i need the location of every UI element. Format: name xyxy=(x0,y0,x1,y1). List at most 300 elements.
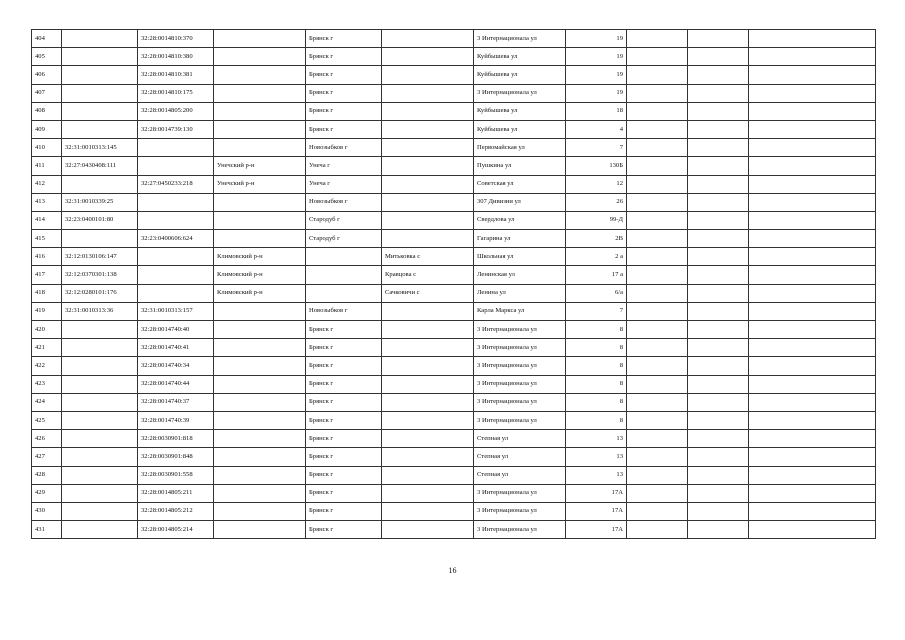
table-row xyxy=(32,120,876,138)
extra-cell-1 xyxy=(627,375,688,393)
extra-cell-1 xyxy=(627,357,688,375)
house-cell: 8 xyxy=(566,375,627,393)
village-cell xyxy=(382,357,474,375)
extra-cell-3 xyxy=(749,139,876,157)
row-number-cell: 417 xyxy=(32,266,62,284)
street-cell: Карла Маркса ул xyxy=(474,302,566,320)
extra-cell-3 xyxy=(749,430,876,448)
city-cell: Брянск г xyxy=(306,339,382,357)
village-cell xyxy=(382,411,474,429)
row-number-cell: 415 xyxy=(32,230,62,248)
row-number-cell: 404 xyxy=(32,30,62,48)
table-row xyxy=(32,302,876,320)
cadastral-number-1-cell xyxy=(62,321,138,339)
extra-cell-1 xyxy=(627,193,688,211)
extra-cell-1 xyxy=(627,48,688,66)
extra-cell-2 xyxy=(688,521,749,539)
extra-cell-3 xyxy=(749,120,876,138)
table-row xyxy=(32,375,876,393)
city-cell: Брянск г xyxy=(306,120,382,138)
table-row xyxy=(32,102,876,120)
extra-cell-2 xyxy=(688,266,749,284)
city-cell: Брянск г xyxy=(306,66,382,84)
street-cell: Свердлова ул xyxy=(474,211,566,229)
extra-cell-1 xyxy=(627,66,688,84)
table-row xyxy=(32,502,876,520)
extra-cell-2 xyxy=(688,193,749,211)
table-row xyxy=(32,411,876,429)
street-cell: 3 Интернационала ул xyxy=(474,393,566,411)
village-cell xyxy=(382,430,474,448)
extra-cell-2 xyxy=(688,357,749,375)
cadastral-number-2-cell: 32:28:0014810:370 xyxy=(138,30,214,48)
extra-cell-1 xyxy=(627,120,688,138)
cadastral-number-1-cell xyxy=(62,502,138,520)
cadastral-number-1-cell xyxy=(62,430,138,448)
table-row xyxy=(32,357,876,375)
extra-cell-1 xyxy=(627,484,688,502)
village-cell: Кравцова с xyxy=(382,266,474,284)
table-row xyxy=(32,230,876,248)
row-number-cell: 423 xyxy=(32,375,62,393)
house-cell: 130Б xyxy=(566,157,627,175)
row-number-cell: 420 xyxy=(32,321,62,339)
extra-cell-1 xyxy=(627,411,688,429)
house-cell: 18 xyxy=(566,102,627,120)
cadastral-number-2-cell: 32:28:0014810:381 xyxy=(138,66,214,84)
extra-cell-3 xyxy=(749,248,876,266)
cadastral-number-2-cell: 32:28:0014740:44 xyxy=(138,375,214,393)
cadastral-number-1-cell xyxy=(62,375,138,393)
cadastral-number-2-cell xyxy=(138,266,214,284)
extra-cell-2 xyxy=(688,175,749,193)
row-number-cell: 405 xyxy=(32,48,62,66)
cadastral-number-2-cell: 32:28:0014740:37 xyxy=(138,393,214,411)
city-cell xyxy=(306,266,382,284)
extra-cell-2 xyxy=(688,48,749,66)
table-row xyxy=(32,66,876,84)
extra-cell-2 xyxy=(688,102,749,120)
extra-cell-3 xyxy=(749,157,876,175)
row-number-cell: 411 xyxy=(32,157,62,175)
row-number-cell: 407 xyxy=(32,84,62,102)
extra-cell-1 xyxy=(627,321,688,339)
district-cell: Климовский р-н xyxy=(214,248,306,266)
cadastral-number-1-cell xyxy=(62,230,138,248)
house-cell: 2 а xyxy=(566,248,627,266)
district-cell: Унечский р-н xyxy=(214,157,306,175)
city-cell: Брянск г xyxy=(306,521,382,539)
house-cell: 7 xyxy=(566,139,627,157)
cadastral-number-2-cell: 32:27:0450233:218 xyxy=(138,175,214,193)
cadastral-number-1-cell xyxy=(62,393,138,411)
cadastral-number-1-cell xyxy=(62,339,138,357)
extra-cell-1 xyxy=(627,284,688,302)
city-cell: Брянск г xyxy=(306,321,382,339)
table-row xyxy=(32,30,876,48)
table-body xyxy=(32,30,876,539)
extra-cell-2 xyxy=(688,248,749,266)
extra-cell-3 xyxy=(749,357,876,375)
district-cell xyxy=(214,502,306,520)
district-cell xyxy=(214,102,306,120)
city-cell: Брянск г xyxy=(306,393,382,411)
cadastral-number-1-cell xyxy=(62,84,138,102)
extra-cell-2 xyxy=(688,230,749,248)
extra-cell-3 xyxy=(749,502,876,520)
village-cell xyxy=(382,321,474,339)
district-cell xyxy=(214,120,306,138)
table-row xyxy=(32,266,876,284)
city-cell: Унеча г xyxy=(306,175,382,193)
house-cell: 26 xyxy=(566,193,627,211)
extra-cell-2 xyxy=(688,120,749,138)
extra-cell-3 xyxy=(749,411,876,429)
house-cell: 19 xyxy=(566,66,627,84)
extra-cell-1 xyxy=(627,448,688,466)
village-cell xyxy=(382,211,474,229)
cadastral-number-2-cell: 32:28:0030901:848 xyxy=(138,448,214,466)
extra-cell-3 xyxy=(749,175,876,193)
district-cell: Унечский р-н xyxy=(214,175,306,193)
district-cell xyxy=(214,302,306,320)
row-number-cell: 422 xyxy=(32,357,62,375)
extra-cell-2 xyxy=(688,502,749,520)
extra-cell-2 xyxy=(688,157,749,175)
extra-cell-1 xyxy=(627,302,688,320)
street-cell: 307 Дивизии ул xyxy=(474,193,566,211)
extra-cell-1 xyxy=(627,157,688,175)
district-cell xyxy=(214,339,306,357)
district-cell xyxy=(214,211,306,229)
city-cell: Брянск г xyxy=(306,448,382,466)
street-cell: Куйбышева ул xyxy=(474,48,566,66)
village-cell xyxy=(382,84,474,102)
street-cell: Советская ул xyxy=(474,175,566,193)
village-cell xyxy=(382,66,474,84)
house-cell: 13 xyxy=(566,448,627,466)
city-cell: Брянск г xyxy=(306,430,382,448)
extra-cell-1 xyxy=(627,248,688,266)
city-cell: Новозыбков г xyxy=(306,139,382,157)
village-cell: Митьковка с xyxy=(382,248,474,266)
extra-cell-3 xyxy=(749,466,876,484)
city-cell: Унеча г xyxy=(306,157,382,175)
cadastral-number-2-cell: 32:28:0014805:200 xyxy=(138,102,214,120)
row-number-cell: 425 xyxy=(32,411,62,429)
village-cell xyxy=(382,393,474,411)
city-cell xyxy=(306,248,382,266)
house-cell: 7 xyxy=(566,302,627,320)
extra-cell-2 xyxy=(688,430,749,448)
village-cell xyxy=(382,375,474,393)
city-cell: Брянск г xyxy=(306,411,382,429)
row-number-cell: 429 xyxy=(32,484,62,502)
house-cell: 2В xyxy=(566,230,627,248)
house-cell: 8 xyxy=(566,357,627,375)
city-cell: Брянск г xyxy=(306,502,382,520)
row-number-cell: 430 xyxy=(32,502,62,520)
city-cell: Брянск г xyxy=(306,484,382,502)
table-row xyxy=(32,393,876,411)
house-cell: 13 xyxy=(566,466,627,484)
row-number-cell: 427 xyxy=(32,448,62,466)
cadastral-number-2-cell xyxy=(138,284,214,302)
village-cell xyxy=(382,193,474,211)
district-cell xyxy=(214,521,306,539)
extra-cell-1 xyxy=(627,466,688,484)
street-cell: Степная ул xyxy=(474,448,566,466)
row-number-cell: 431 xyxy=(32,521,62,539)
district-cell xyxy=(214,230,306,248)
page-number: 16 xyxy=(448,566,457,575)
extra-cell-3 xyxy=(749,211,876,229)
cadastral-number-1-cell xyxy=(62,357,138,375)
street-cell: 3 Интернационала ул xyxy=(474,84,566,102)
street-cell: Куйбышева ул xyxy=(474,66,566,84)
district-cell xyxy=(214,466,306,484)
table-row xyxy=(32,48,876,66)
cadastral-number-1-cell: 32:31:0010313:36 xyxy=(62,302,138,320)
village-cell xyxy=(382,502,474,520)
street-cell: 3 Интернационала ул xyxy=(474,30,566,48)
row-number-cell: 408 xyxy=(32,102,62,120)
house-cell: 8 xyxy=(566,321,627,339)
extra-cell-3 xyxy=(749,230,876,248)
house-cell: 19 xyxy=(566,84,627,102)
extra-cell-2 xyxy=(688,448,749,466)
extra-cell-2 xyxy=(688,484,749,502)
street-cell: 3 Интернационала ул xyxy=(474,375,566,393)
extra-cell-1 xyxy=(627,102,688,120)
extra-cell-2 xyxy=(688,139,749,157)
cadastral-number-1-cell: 32:27:0430408:111 xyxy=(62,157,138,175)
city-cell: Брянск г xyxy=(306,102,382,120)
cadastral-number-1-cell: 32:31:0010339:25 xyxy=(62,193,138,211)
street-cell: 3 Интернационала ул xyxy=(474,411,566,429)
extra-cell-3 xyxy=(749,321,876,339)
village-cell xyxy=(382,139,474,157)
house-cell: 17А xyxy=(566,502,627,520)
village-cell xyxy=(382,448,474,466)
extra-cell-3 xyxy=(749,484,876,502)
table-row xyxy=(32,175,876,193)
district-cell xyxy=(214,357,306,375)
district-cell xyxy=(214,448,306,466)
row-number-cell: 412 xyxy=(32,175,62,193)
village-cell xyxy=(382,30,474,48)
house-cell: 8 xyxy=(566,411,627,429)
extra-cell-2 xyxy=(688,211,749,229)
village-cell xyxy=(382,230,474,248)
extra-cell-3 xyxy=(749,302,876,320)
table-row xyxy=(32,139,876,157)
extra-cell-2 xyxy=(688,302,749,320)
village-cell xyxy=(382,484,474,502)
street-cell: Ленина ул xyxy=(474,284,566,302)
cadastral-number-1-cell xyxy=(62,466,138,484)
cadastral-number-2-cell: 32:28:0014740:39 xyxy=(138,411,214,429)
cadastral-number-2-cell: 32:28:0014740:41 xyxy=(138,339,214,357)
cadastral-number-2-cell xyxy=(138,139,214,157)
registry-table xyxy=(31,29,876,539)
cadastral-number-1-cell xyxy=(62,48,138,66)
city-cell: Новозыбков г xyxy=(306,302,382,320)
row-number-cell: 418 xyxy=(32,284,62,302)
extra-cell-1 xyxy=(627,393,688,411)
row-number-cell: 419 xyxy=(32,302,62,320)
table-row xyxy=(32,248,876,266)
extra-cell-2 xyxy=(688,411,749,429)
house-cell: 99-Д xyxy=(566,211,627,229)
extra-cell-3 xyxy=(749,448,876,466)
extra-cell-2 xyxy=(688,393,749,411)
extra-cell-1 xyxy=(627,430,688,448)
extra-cell-2 xyxy=(688,321,749,339)
district-cell xyxy=(214,393,306,411)
house-cell: 19 xyxy=(566,30,627,48)
house-cell: 8 xyxy=(566,339,627,357)
extra-cell-2 xyxy=(688,375,749,393)
cadastral-number-2-cell xyxy=(138,211,214,229)
row-number-cell: 428 xyxy=(32,466,62,484)
city-cell: Стародуб г xyxy=(306,211,382,229)
street-cell: Гагарина ул xyxy=(474,230,566,248)
row-number-cell: 410 xyxy=(32,139,62,157)
street-cell: 3 Интернационала ул xyxy=(474,321,566,339)
street-cell: 3 Интернационала ул xyxy=(474,357,566,375)
cadastral-number-1-cell xyxy=(62,411,138,429)
cadastral-number-2-cell: 32:28:0014739:130 xyxy=(138,120,214,138)
extra-cell-2 xyxy=(688,339,749,357)
house-cell: 17А xyxy=(566,484,627,502)
district-cell xyxy=(214,193,306,211)
row-number-cell: 424 xyxy=(32,393,62,411)
row-number-cell: 426 xyxy=(32,430,62,448)
extra-cell-3 xyxy=(749,339,876,357)
extra-cell-3 xyxy=(749,48,876,66)
village-cell xyxy=(382,120,474,138)
extra-cell-3 xyxy=(749,284,876,302)
house-cell: 19 xyxy=(566,48,627,66)
cadastral-number-2-cell: 32:28:0014740:40 xyxy=(138,321,214,339)
cadastral-number-1-cell: 32:12:0130106:147 xyxy=(62,248,138,266)
house-cell: 6/а xyxy=(566,284,627,302)
table-row xyxy=(32,157,876,175)
table-row xyxy=(32,466,876,484)
cadastral-number-1-cell xyxy=(62,484,138,502)
house-cell: 4 xyxy=(566,120,627,138)
district-cell xyxy=(214,484,306,502)
cadastral-number-1-cell xyxy=(62,521,138,539)
village-cell xyxy=(382,466,474,484)
district-cell xyxy=(214,375,306,393)
extra-cell-1 xyxy=(627,139,688,157)
cadastral-number-2-cell: 32:23:0400606:624 xyxy=(138,230,214,248)
extra-cell-1 xyxy=(627,211,688,229)
city-cell: Брянск г xyxy=(306,84,382,102)
table-row xyxy=(32,211,876,229)
cadastral-number-1-cell xyxy=(62,175,138,193)
cadastral-number-1-cell xyxy=(62,30,138,48)
cadastral-number-2-cell: 32:28:0014805:214 xyxy=(138,521,214,539)
street-cell: 3 Интернационала ул xyxy=(474,521,566,539)
street-cell: Куйбышева ул xyxy=(474,120,566,138)
city-cell: Брянск г xyxy=(306,357,382,375)
district-cell xyxy=(214,84,306,102)
city-cell: Брянск г xyxy=(306,466,382,484)
cadastral-number-1-cell: 32:12:0370301:138 xyxy=(62,266,138,284)
row-number-cell: 406 xyxy=(32,66,62,84)
extra-cell-3 xyxy=(749,102,876,120)
street-cell: Степная ул xyxy=(474,466,566,484)
village-cell xyxy=(382,175,474,193)
cadastral-number-1-cell xyxy=(62,120,138,138)
city-cell: Брянск г xyxy=(306,48,382,66)
extra-cell-2 xyxy=(688,84,749,102)
street-cell: Ленинская ул xyxy=(474,266,566,284)
table-row xyxy=(32,521,876,539)
village-cell xyxy=(382,48,474,66)
cadastral-number-2-cell: 32:28:0014805:212 xyxy=(138,502,214,520)
village-cell xyxy=(382,157,474,175)
cadastral-number-2-cell: 32:28:0014805:211 xyxy=(138,484,214,502)
extra-cell-1 xyxy=(627,230,688,248)
cadastral-number-1-cell xyxy=(62,102,138,120)
cadastral-number-2-cell xyxy=(138,157,214,175)
table-row xyxy=(32,321,876,339)
row-number-cell: 414 xyxy=(32,211,62,229)
extra-cell-3 xyxy=(749,375,876,393)
cadastral-number-2-cell: 32:28:0030901:818 xyxy=(138,430,214,448)
district-cell xyxy=(214,430,306,448)
city-cell: Брянск г xyxy=(306,375,382,393)
district-cell xyxy=(214,411,306,429)
street-cell: Куйбышева ул xyxy=(474,102,566,120)
extra-cell-1 xyxy=(627,502,688,520)
extra-cell-3 xyxy=(749,66,876,84)
table-row xyxy=(32,84,876,102)
house-cell: 13 xyxy=(566,430,627,448)
extra-cell-2 xyxy=(688,466,749,484)
village-cell xyxy=(382,102,474,120)
cadastral-number-2-cell: 32:28:0014810:175 xyxy=(138,84,214,102)
house-cell: 8 xyxy=(566,393,627,411)
village-cell xyxy=(382,339,474,357)
row-number-cell: 409 xyxy=(32,120,62,138)
cadastral-number-1-cell xyxy=(62,66,138,84)
village-cell: Сачковичи с xyxy=(382,284,474,302)
district-cell xyxy=(214,321,306,339)
extra-cell-3 xyxy=(749,193,876,211)
table-row xyxy=(32,448,876,466)
table-row xyxy=(32,484,876,502)
street-cell: Степная ул xyxy=(474,430,566,448)
city-cell: Стародуб г xyxy=(306,230,382,248)
row-number-cell: 416 xyxy=(32,248,62,266)
table-row xyxy=(32,284,876,302)
cadastral-number-1-cell: 32:12:0280101:176 xyxy=(62,284,138,302)
district-cell xyxy=(214,48,306,66)
row-number-cell: 421 xyxy=(32,339,62,357)
cadastral-number-2-cell: 32:31:0010313:157 xyxy=(138,302,214,320)
cadastral-number-1-cell xyxy=(62,448,138,466)
cadastral-number-2-cell xyxy=(138,193,214,211)
village-cell xyxy=(382,302,474,320)
extra-cell-2 xyxy=(688,66,749,84)
table-row xyxy=(32,193,876,211)
cadastral-number-2-cell: 32:28:0030901:558 xyxy=(138,466,214,484)
